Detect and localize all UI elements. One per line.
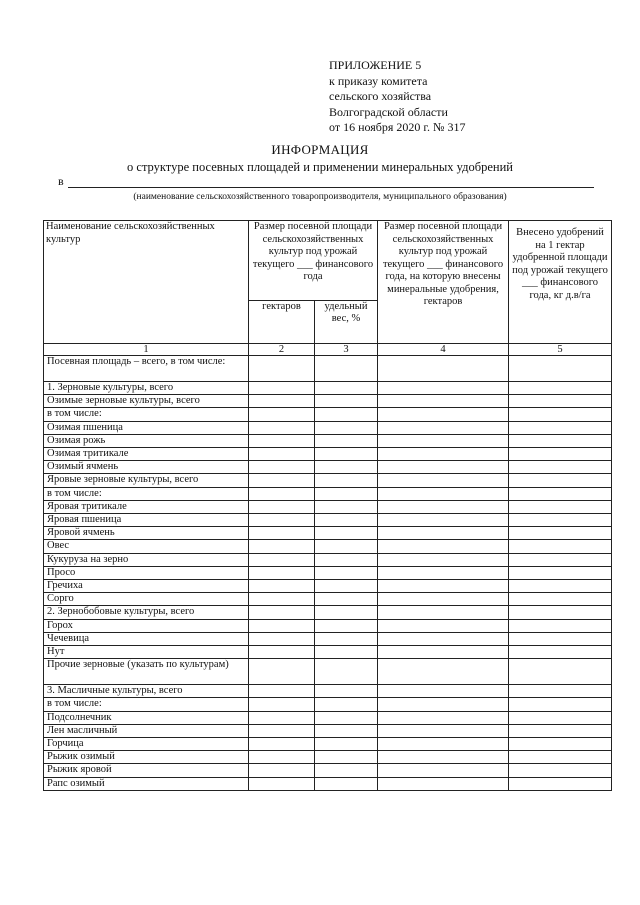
- value-cell[interactable]: [249, 606, 315, 619]
- table-row: [44, 777, 612, 790]
- table-row: [44, 356, 612, 382]
- value-cell[interactable]: [315, 632, 378, 645]
- table-row: [44, 764, 612, 777]
- value-cell[interactable]: [378, 659, 509, 685]
- value-cell[interactable]: [249, 593, 315, 606]
- value-cell[interactable]: [378, 619, 509, 632]
- value-cell[interactable]: [509, 356, 612, 382]
- value-cell[interactable]: [315, 408, 378, 421]
- crop-name-cell: Яровые зерновые культуры, всего: [44, 474, 249, 487]
- crop-name-cell: Кукуруза на зерно: [44, 553, 249, 566]
- value-cell[interactable]: [249, 566, 315, 579]
- value-cell[interactable]: [249, 527, 315, 540]
- value-cell[interactable]: [249, 632, 315, 645]
- value-cell[interactable]: [378, 566, 509, 579]
- value-cell[interactable]: [509, 448, 612, 461]
- crop-name-cell: Гречиха: [44, 580, 249, 593]
- value-cell[interactable]: [315, 619, 378, 632]
- value-cell[interactable]: [509, 434, 612, 447]
- value-cell[interactable]: [378, 580, 509, 593]
- table-row: [44, 698, 612, 711]
- table-row: [44, 738, 612, 751]
- crop-name-cell: Овес: [44, 540, 249, 553]
- value-cell[interactable]: [315, 698, 378, 711]
- crop-name-cell: в том числе:: [44, 698, 249, 711]
- value-cell[interactable]: [509, 421, 612, 434]
- appendix-committee-line: сельского хозяйства: [329, 89, 432, 103]
- crop-name-cell: Рапс озимый: [44, 777, 249, 790]
- crop-name-cell: Лен масличный: [44, 724, 249, 737]
- value-cell[interactable]: [378, 751, 509, 764]
- value-cell[interactable]: [315, 606, 378, 619]
- crop-name-cell: Рыжик озимый: [44, 751, 249, 764]
- value-cell[interactable]: [378, 777, 509, 790]
- table-row: [44, 711, 612, 724]
- value-cell[interactable]: [315, 724, 378, 737]
- value-cell[interactable]: [509, 685, 612, 698]
- crop-name-cell: Озимые зерновые культуры, всего: [44, 395, 249, 408]
- table-row: [44, 434, 612, 447]
- crop-name-cell: Нут: [44, 646, 249, 659]
- header-fertilizer-rate: Внесено удобрений на 1 гектар удобренной площади под урожай текущего ___ финансового года, кг д.в/га: [509, 221, 612, 344]
- value-cell[interactable]: [315, 421, 378, 434]
- value-cell[interactable]: [315, 685, 378, 698]
- value-cell[interactable]: [249, 685, 315, 698]
- value-cell[interactable]: [249, 619, 315, 632]
- value-cell[interactable]: [315, 514, 378, 527]
- header-crop-name: Наименование сельскохозяйственных культур: [44, 221, 249, 344]
- value-cell[interactable]: [378, 553, 509, 566]
- table-row: [44, 461, 612, 474]
- table-row: [44, 382, 612, 395]
- value-cell[interactable]: [249, 659, 315, 685]
- value-cell[interactable]: [509, 711, 612, 724]
- value-cell[interactable]: [315, 566, 378, 579]
- crop-name-cell: Озимый ячмень: [44, 461, 249, 474]
- value-cell[interactable]: [249, 474, 315, 487]
- value-cell[interactable]: [509, 514, 612, 527]
- value-cell[interactable]: [249, 711, 315, 724]
- table-row: [44, 566, 612, 579]
- value-cell[interactable]: [509, 553, 612, 566]
- table-row: [44, 448, 612, 461]
- crop-rows: [44, 356, 612, 791]
- crop-name-cell: 3. Масличные культуры, всего: [44, 685, 249, 698]
- value-cell[interactable]: [378, 487, 509, 500]
- value-cell[interactable]: [509, 527, 612, 540]
- table-row: [44, 408, 612, 421]
- value-cell[interactable]: [509, 619, 612, 632]
- value-cell[interactable]: [378, 448, 509, 461]
- value-cell[interactable]: [509, 593, 612, 606]
- value-cell[interactable]: [378, 474, 509, 487]
- value-cell[interactable]: [378, 356, 509, 382]
- appendix-note: [329, 58, 465, 136]
- value-cell[interactable]: [315, 777, 378, 790]
- appendix-order-line: к приказу комитета: [329, 73, 428, 88]
- producer-name-field[interactable]: [68, 187, 594, 188]
- value-cell[interactable]: [378, 421, 509, 434]
- value-cell[interactable]: [249, 356, 315, 382]
- value-cell[interactable]: [315, 527, 378, 540]
- value-cell[interactable]: [378, 540, 509, 553]
- value-cell[interactable]: [315, 659, 378, 685]
- value-cell[interactable]: [249, 777, 315, 790]
- value-cell[interactable]: [249, 738, 315, 751]
- crop-name-cell: Яровой ячмень: [44, 527, 249, 540]
- value-cell[interactable]: [315, 448, 378, 461]
- crop-name-cell: в том числе:: [44, 408, 249, 421]
- value-cell[interactable]: [315, 646, 378, 659]
- value-cell[interactable]: [249, 382, 315, 395]
- value-cell[interactable]: [509, 461, 612, 474]
- table-row: [44, 606, 612, 619]
- producer-caption: (наименование сельскохозяйственного товаропроизводителя, муниципального образования): [133, 192, 507, 202]
- value-cell[interactable]: [509, 408, 612, 421]
- value-cell[interactable]: [378, 724, 509, 737]
- crop-name-cell: Чечевица: [44, 632, 249, 645]
- table-row: [44, 751, 612, 764]
- value-cell[interactable]: [315, 540, 378, 553]
- value-cell[interactable]: [378, 632, 509, 645]
- crop-name-cell: Сорго: [44, 593, 249, 606]
- value-cell[interactable]: [509, 487, 612, 500]
- value-cell[interactable]: [378, 500, 509, 513]
- table-row: [44, 619, 612, 632]
- value-cell[interactable]: [509, 659, 612, 685]
- value-cell[interactable]: [378, 646, 509, 659]
- value-cell[interactable]: [249, 698, 315, 711]
- value-cell[interactable]: [509, 500, 612, 513]
- producer-prefix: в: [58, 174, 64, 188]
- value-cell[interactable]: [249, 500, 315, 513]
- table-row: [44, 527, 612, 540]
- value-cell[interactable]: [509, 606, 612, 619]
- value-cell[interactable]: [509, 632, 612, 645]
- value-cell[interactable]: [249, 514, 315, 527]
- value-cell[interactable]: [378, 434, 509, 447]
- document-title: ИНФОРМАЦИЯ: [271, 142, 369, 157]
- crop-name-cell: Прочие зерновые (указать по культурам): [44, 659, 249, 685]
- value-cell[interactable]: [315, 461, 378, 474]
- table-row: [44, 659, 612, 685]
- crop-name-cell: Рыжик яровой: [44, 764, 249, 777]
- value-cell[interactable]: [249, 580, 315, 593]
- table-row: [44, 724, 612, 737]
- value-cell[interactable]: [315, 764, 378, 777]
- value-cell[interactable]: [378, 382, 509, 395]
- crop-name-cell: Посевная площадь – всего, в том числе:: [44, 356, 249, 382]
- value-cell[interactable]: [249, 764, 315, 777]
- value-cell[interactable]: [249, 487, 315, 500]
- value-cell[interactable]: [315, 474, 378, 487]
- crop-name-cell: Горчица: [44, 738, 249, 751]
- value-cell[interactable]: [509, 777, 612, 790]
- table-row: [44, 421, 612, 434]
- value-cell[interactable]: [315, 382, 378, 395]
- table-row: [44, 500, 612, 513]
- value-cell[interactable]: [249, 448, 315, 461]
- table-row: [44, 632, 612, 645]
- table-row: [44, 514, 612, 527]
- table-header-row: [44, 221, 612, 301]
- header-fertilized-area: Размер посевной площади сельскохозяйственных культур под урожай текущего ___ финансового года, на которую внесены минеральные удобрения, гектаров: [378, 221, 509, 344]
- value-cell[interactable]: [315, 711, 378, 724]
- value-cell[interactable]: [509, 580, 612, 593]
- value-cell[interactable]: [509, 764, 612, 777]
- value-cell[interactable]: [378, 698, 509, 711]
- value-cell[interactable]: [509, 540, 612, 553]
- value-cell[interactable]: [315, 751, 378, 764]
- value-cell[interactable]: [315, 738, 378, 751]
- value-cell[interactable]: [509, 724, 612, 737]
- value-cell[interactable]: [315, 500, 378, 513]
- crop-name-cell: Озимая пшеница: [44, 421, 249, 434]
- value-cell[interactable]: [509, 646, 612, 659]
- value-cell[interactable]: [378, 606, 509, 619]
- column-number-row: [44, 344, 612, 356]
- value-cell[interactable]: [378, 408, 509, 421]
- value-cell[interactable]: [249, 751, 315, 764]
- crop-name-cell: 2. Зернобобовые культуры, всего: [44, 606, 249, 619]
- crop-name-cell: Яровая тритикале: [44, 500, 249, 513]
- table-row: [44, 553, 612, 566]
- table-row: [44, 395, 612, 408]
- appendix-date-line: от 16 ноября 2020 г. № 317: [329, 120, 466, 134]
- table-row: [44, 685, 612, 698]
- value-cell[interactable]: [378, 685, 509, 698]
- header-share-percent: удельный вес, %: [315, 300, 378, 343]
- value-cell[interactable]: [249, 408, 315, 421]
- value-cell[interactable]: [378, 764, 509, 777]
- value-cell[interactable]: [509, 566, 612, 579]
- crop-name-cell: Просо: [44, 566, 249, 579]
- crop-name-cell: Яровая пшеница: [44, 514, 249, 527]
- header-hectares: гектаров: [249, 300, 315, 343]
- appendix-title: ПРИЛОЖЕНИЕ 5: [329, 58, 422, 72]
- value-cell[interactable]: [378, 527, 509, 540]
- value-cell[interactable]: [378, 738, 509, 751]
- table-row: [44, 540, 612, 553]
- value-cell[interactable]: [249, 421, 315, 434]
- appendix-region-line: Волгоградской области: [329, 104, 448, 119]
- value-cell[interactable]: [378, 461, 509, 474]
- header-sown-area: Размер посевной площади сельскохозяйственных культур под урожай текущего ___ финансового года: [249, 221, 378, 301]
- crop-name-cell: Подсолнечник: [44, 711, 249, 724]
- table-row: [44, 487, 612, 500]
- value-cell[interactable]: [315, 487, 378, 500]
- column-number: 5: [509, 344, 612, 356]
- value-cell[interactable]: [249, 540, 315, 553]
- value-cell[interactable]: [509, 738, 612, 751]
- value-cell[interactable]: [509, 751, 612, 764]
- value-cell[interactable]: [249, 724, 315, 737]
- value-cell[interactable]: [378, 711, 509, 724]
- table-row: [44, 646, 612, 659]
- column-number: 1: [44, 344, 249, 356]
- crop-name-cell: в том числе:: [44, 487, 249, 500]
- column-number: 3: [315, 344, 378, 356]
- value-cell[interactable]: [315, 580, 378, 593]
- crop-name-cell: 1. Зерновые культуры, всего: [44, 382, 249, 395]
- value-cell[interactable]: [249, 646, 315, 659]
- crop-name-cell: Озимая тритикале: [44, 448, 249, 461]
- value-cell[interactable]: [378, 514, 509, 527]
- crop-structure-table: [43, 220, 612, 791]
- column-number: 2: [249, 344, 315, 356]
- value-cell[interactable]: [509, 698, 612, 711]
- value-cell[interactable]: [315, 356, 378, 382]
- value-cell[interactable]: [315, 395, 378, 408]
- value-cell[interactable]: [378, 395, 509, 408]
- value-cell[interactable]: [509, 382, 612, 395]
- crop-name-cell: Горох: [44, 619, 249, 632]
- column-number: 4: [378, 344, 509, 356]
- value-cell[interactable]: [315, 593, 378, 606]
- table-row: [44, 474, 612, 487]
- value-cell[interactable]: [378, 593, 509, 606]
- document-subtitle: о структуре посевных площадей и применении минеральных удобрений: [127, 160, 513, 174]
- table-row: [44, 580, 612, 593]
- value-cell[interactable]: [509, 395, 612, 408]
- value-cell[interactable]: [249, 461, 315, 474]
- value-cell[interactable]: [315, 434, 378, 447]
- table-row: [44, 593, 612, 606]
- value-cell[interactable]: [249, 434, 315, 447]
- value-cell[interactable]: [249, 395, 315, 408]
- value-cell[interactable]: [249, 553, 315, 566]
- value-cell[interactable]: [315, 553, 378, 566]
- value-cell[interactable]: [509, 474, 612, 487]
- crop-name-cell: Озимая рожь: [44, 434, 249, 447]
